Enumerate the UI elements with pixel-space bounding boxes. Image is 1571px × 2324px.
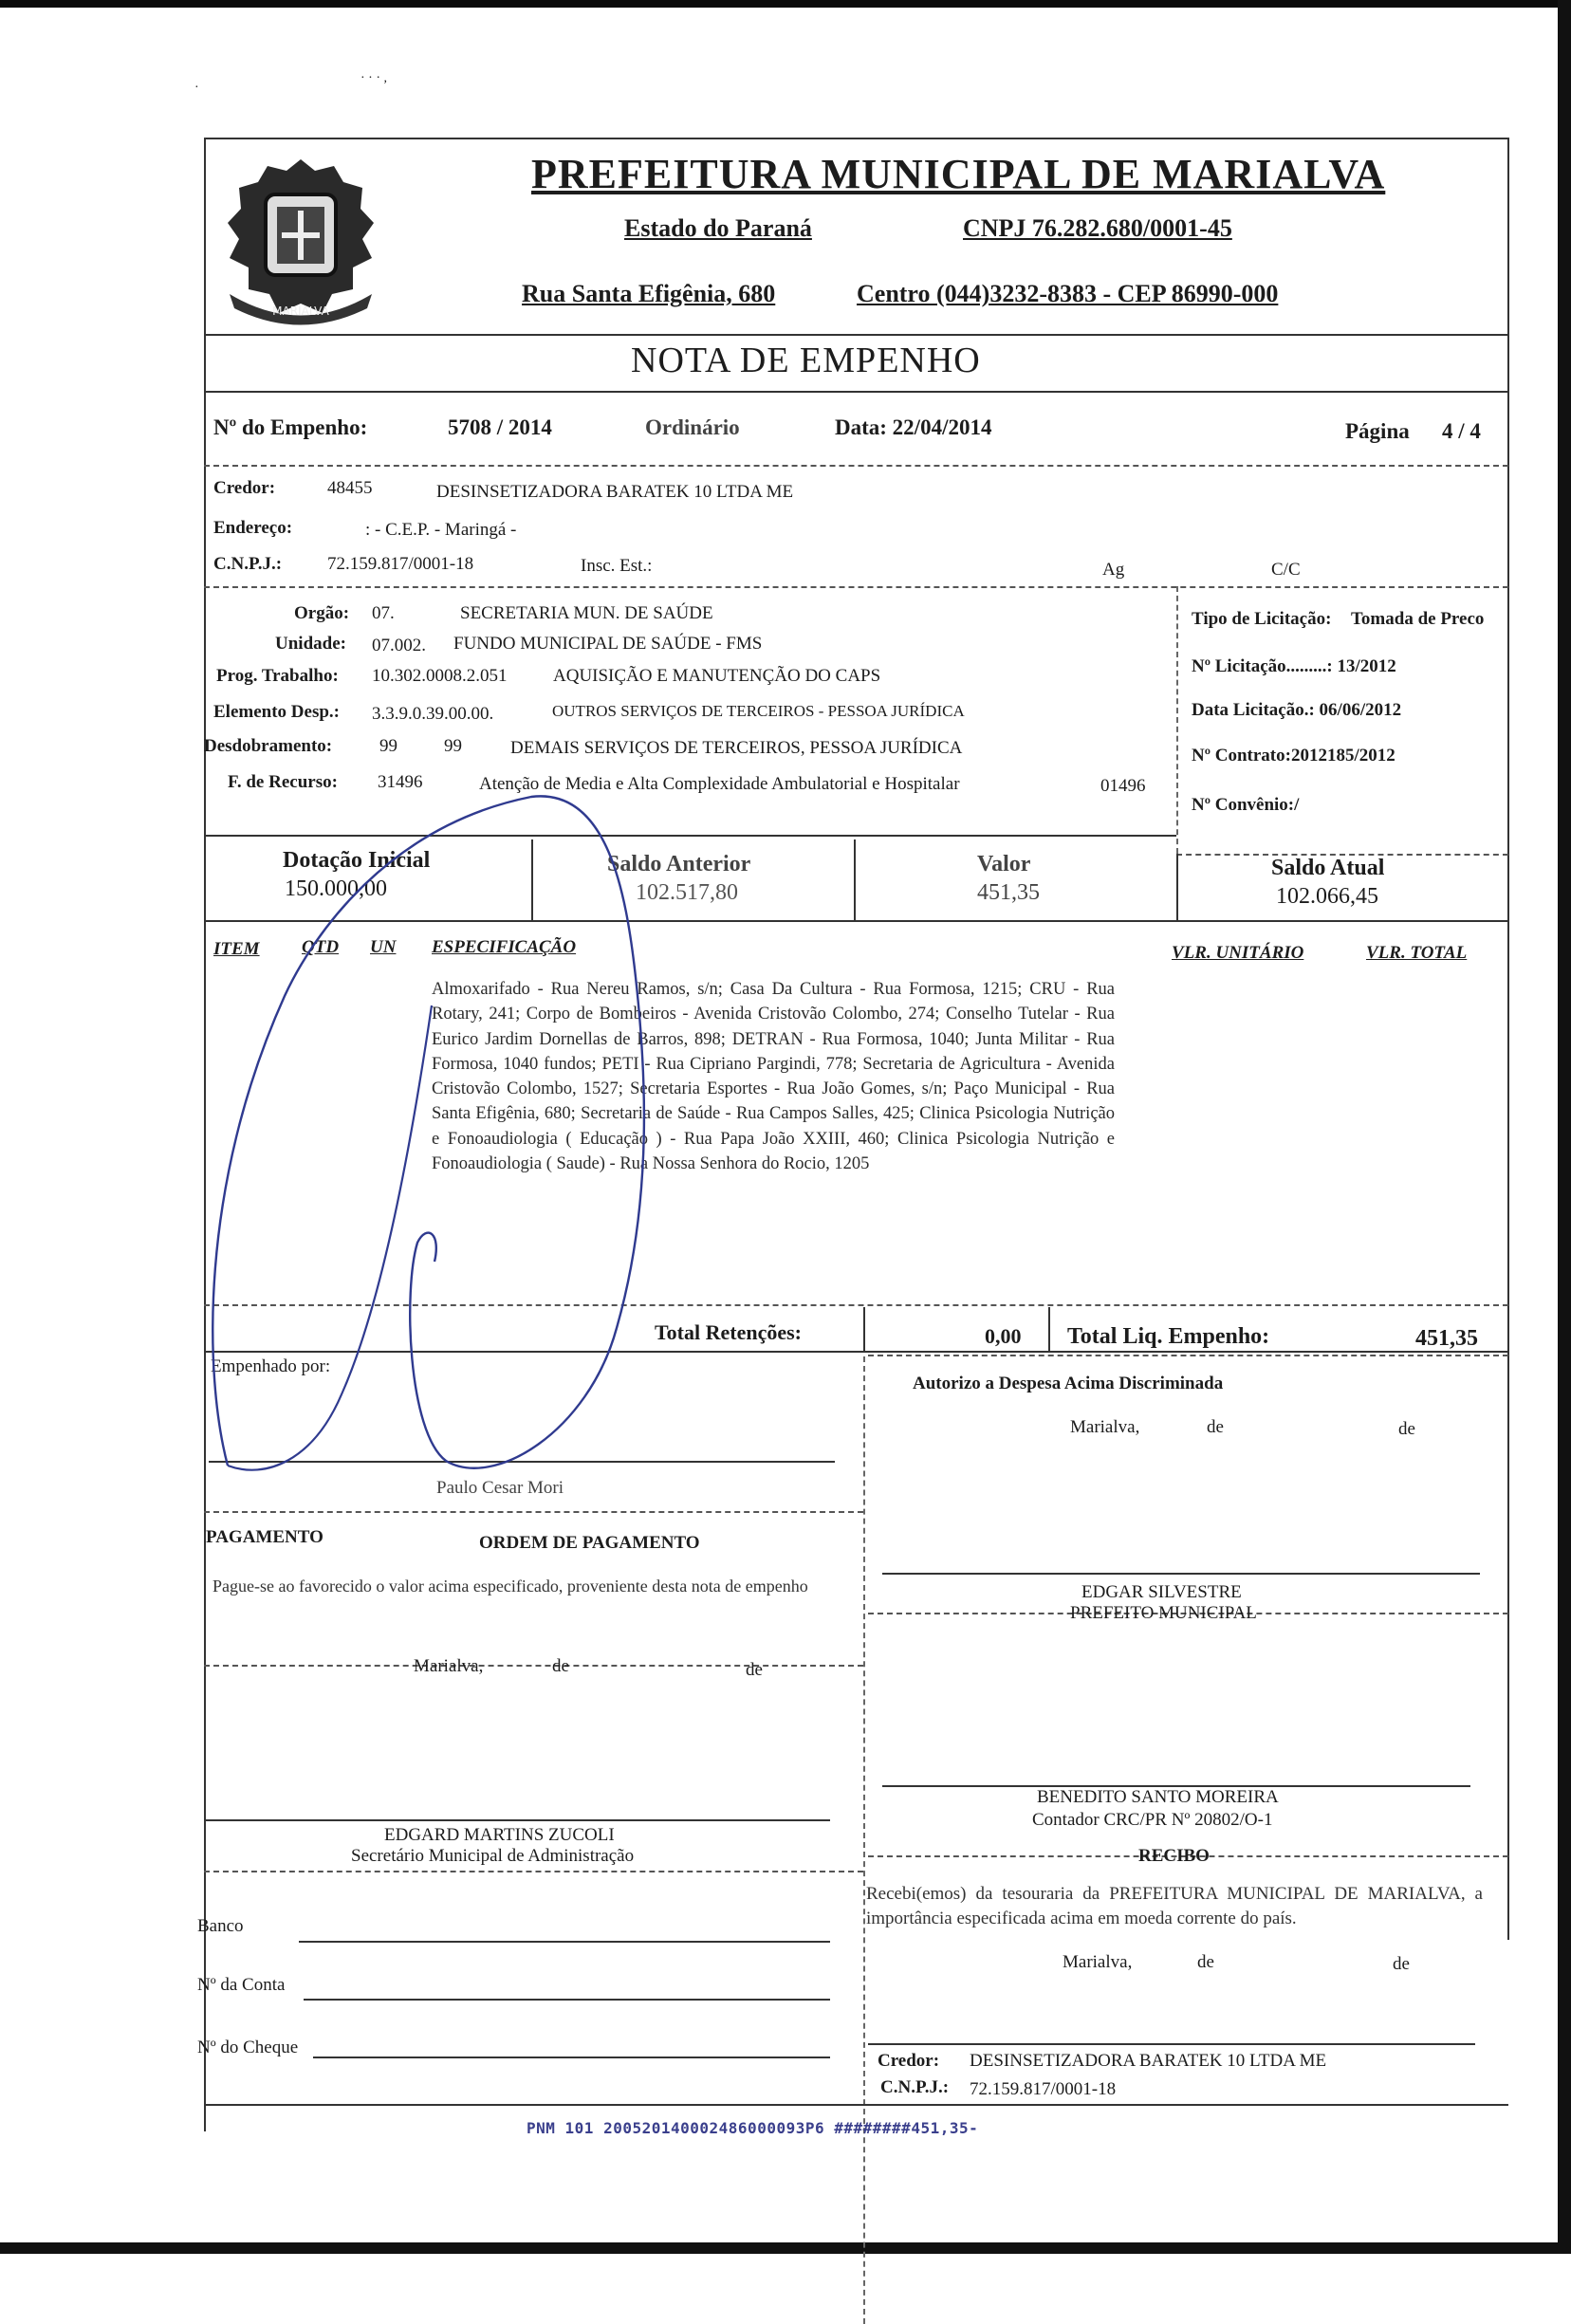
conta-line — [304, 1999, 830, 2001]
elemento-name: OUTROS SERVIÇOS DE TERCEIROS - PESSOA JURÍDICA — [552, 702, 965, 720]
title-bottom-line — [204, 391, 1508, 393]
secretario-sign-line — [204, 1819, 830, 1821]
contrato-numero: Nº Contrato:2012185/2012 — [1192, 746, 1395, 765]
scan-speck: · — [194, 81, 199, 95]
pague-se-text: Pague-se ao favorecido o valor acima especificado, proveniente desta nota de empenho — [213, 1577, 808, 1595]
secretario-nome: EDGARD MARTINS ZUCOLI — [384, 1825, 615, 1845]
frame-top — [204, 138, 1508, 139]
cheque-line — [313, 2057, 830, 2058]
dotacao-label: Dotação Inicial — [283, 848, 431, 873]
licitacao-numero: Nº Licitação.........: 13/2012 — [1192, 656, 1396, 676]
recibo-credor-label: Credor: — [878, 2051, 940, 2071]
pagamento-local: Marialva, — [414, 1656, 484, 1676]
desdobramento-label: Desdobramento: — [204, 736, 333, 756]
credor-name: DESINSETIZADORA BARATEK 10 LTDA ME — [436, 482, 794, 502]
valores-divider-1 — [531, 839, 533, 920]
coat-of-arms — [211, 152, 391, 327]
coat-of-arms-text: MARIALVA — [272, 304, 329, 318]
cc-label: C/C — [1271, 560, 1301, 580]
col-vlr-total: VLR. TOTAL — [1366, 943, 1468, 963]
unidade-code: 07.002. — [372, 636, 426, 655]
scan-edge-bottom — [0, 2242, 1571, 2254]
cnpj-header: CNPJ 76.282.680/0001-45 — [963, 214, 1232, 242]
banco-label: Banco — [197, 1916, 244, 1936]
cheque-label: Nº do Cheque — [197, 2038, 299, 2057]
licitacao-data: Data Licitação.: 06/06/2012 — [1192, 700, 1402, 720]
recibo-cnpj: 72.159.817/0001-18 — [970, 2079, 1117, 2099]
empenhado-bottom-line — [204, 1511, 863, 1513]
contador-nome: BENEDITO SANTO MOREIRA — [1037, 1787, 1279, 1807]
desdobramento-a: 99 — [379, 736, 397, 756]
signature-column-divider — [863, 1356, 865, 2324]
recibo-label: RECIBO — [1138, 1846, 1210, 1866]
autorizo-de-2: de — [1398, 1419, 1415, 1439]
ag-label: Ag — [1102, 560, 1125, 580]
empenho-bottom-line — [204, 465, 1508, 467]
insc-est-label: Insc. Est.: — [581, 556, 653, 576]
empenho-type: Ordinário — [645, 415, 740, 439]
scan-edge-right — [1558, 0, 1571, 2254]
empenhado-por-label: Empenhado por: — [211, 1356, 331, 1376]
banco-line — [299, 1941, 830, 1943]
prefeito-cargo: PREFEITO MUNICIPAL — [1070, 1603, 1257, 1623]
saldo-anterior-label: Saldo Anterior — [607, 852, 751, 876]
contador-cargo: Contador CRC/PR Nº 20802/O-1 — [1032, 1810, 1273, 1830]
empenhado-nome: Paulo Cesar Mori — [436, 1478, 564, 1498]
endereco-label: Endereço: — [213, 518, 293, 538]
credor-sign-line — [868, 2043, 1475, 2045]
orcamento-bottom-line — [204, 835, 1176, 837]
orgao-label: Orgão: — [294, 603, 350, 623]
valor-value: 451,35 — [977, 880, 1040, 905]
page-title: PREFEITURA MUNICIPAL DE MARIALVA — [531, 151, 1386, 197]
autorizo-local: Marialva, — [1070, 1417, 1140, 1437]
orgao-code: 07. — [372, 603, 395, 623]
empenho-date: Data: 22/04/2014 — [835, 415, 992, 439]
desdobramento-name: DEMAIS SERVIÇOS DE TERCEIROS, PESSOA JURÍDICA — [510, 738, 963, 758]
retencoes-label: Total Retenções: — [655, 1320, 802, 1344]
recurso-label: F. de Recurso: — [228, 772, 338, 792]
itens-bottom-line — [204, 1304, 1508, 1306]
ordem-pagamento-label: ORDEM DE PAGAMENTO — [479, 1533, 700, 1553]
state-name: Estado do Paraná — [624, 214, 812, 242]
recibo-credor-nome: DESINSETIZADORA BARATEK 10 LTDA ME — [970, 2051, 1327, 2071]
saldo-atual-value: 102.066,45 — [1276, 884, 1378, 909]
empenho-number-label: Nº do Empenho: — [213, 415, 368, 439]
conta-label: Nº da Conta — [197, 1975, 286, 1995]
prog-code: 10.302.0008.2.051 — [372, 666, 508, 686]
col-item: ITEM — [213, 939, 260, 959]
recibo-local: Marialva, — [1063, 1952, 1133, 1972]
endereco-value: : - C.E.P. - Maringá - — [365, 520, 517, 540]
retencoes-value: 0,00 — [985, 1324, 1022, 1348]
col-especificacao: ESPECIFICAÇÃO — [432, 937, 577, 957]
item-especificacao: Almoxarifado - Rua Nereu Ramos, s/n; Casa Da Cultura - Rua Formosa, 1215; CRU - Rua Rotary, 241; Corpo de Bombeiros - Avenida Cristovão Colombo, 274; Conselho Tutelar - Rua Eurico Jardim Dornellas de Barros, 898; DETRAN - Rua Formosa, 1040; Junta Militar - Rua Formosa, 1040 fundos; PETI - Rua Cipriano Pargindi, 778; Secretaria de Agricultura - Avenida Cristovão Colombo, 1527; Secretaria Esportes - Rua João Gomes, s/n; Paço Municipal - Rua Santa Efigênia, 680; Secretaria de Saúde - Rua Campos Salles, 425; Clinica Psicologia Nutrição e Fonoaudiologia ( Educação ) - Rua Papa João XXIII, 460; Clinica Psicologia Nutrição e Fonoaudiologia ( Saude) - Rua Nossa Senhora do Rocio, 1205 — [432, 980, 1115, 1174]
valores-divider-3 — [1176, 854, 1178, 920]
recibo-cnpj-label: C.N.P.J.: — [880, 2077, 950, 2097]
prefeito-sign-line — [882, 1573, 1480, 1575]
credor-label: Credor: — [213, 478, 276, 498]
prefeito-nome: EDGAR SILVESTRE — [1081, 1582, 1242, 1602]
pagamento-de-1: de — [552, 1656, 569, 1676]
recibo-de-1: de — [1197, 1952, 1214, 1972]
dotacao-value: 150.000,00 — [285, 876, 387, 901]
totais-divider-2 — [1048, 1307, 1050, 1353]
autorizo-de-1: de — [1207, 1417, 1224, 1437]
unidade-name: FUNDO MUNICIPAL DE SAÚDE - FMS — [453, 634, 763, 654]
frame-right — [1507, 138, 1509, 1940]
credor-code: 48455 — [327, 478, 373, 498]
saldo-anterior-value: 102.517,80 — [636, 880, 738, 905]
saldo-atual-label: Saldo Atual — [1271, 856, 1385, 880]
valores-bottom-line — [204, 920, 1508, 922]
credor-cnpj-label: C.N.P.J.: — [213, 554, 283, 574]
scan-speck: · · · , — [360, 71, 387, 85]
page-number: 4 / 4 — [1442, 419, 1481, 443]
tipo-licitacao-value: Tomada de Preco — [1351, 609, 1485, 629]
recibo-texto: Recebi(emos) da tesouraria da PREFEITURA MUNICIPAL DE MARIALVA, a importância especificada acima em moeda corrente do país. — [866, 1884, 1483, 1928]
address: Rua Santa Efigênia, 680 — [522, 280, 776, 307]
valor-label: Valor — [977, 852, 1031, 876]
doc-title: NOTA DE EMPENHO — [631, 341, 981, 380]
prog-name: AQUISIÇÃO E MANUTENÇÃO DO CAPS — [553, 666, 881, 686]
credor-cnpj: 72.159.817/0001-18 — [327, 554, 474, 574]
totais-bottom-line — [204, 1351, 1508, 1353]
liquido-label: Total Liq. Empenho: — [1067, 1324, 1270, 1349]
prog-label: Prog. Trabalho: — [216, 666, 339, 686]
recurso-code2: 01496 — [1100, 776, 1146, 796]
recurso-code: 31496 — [378, 772, 423, 792]
elemento-label: Elemento Desp.: — [213, 702, 340, 722]
barcode-text: PNM 101 200520140002486000093P6 ########451,35- — [527, 2119, 979, 2137]
col-qtd: QTD — [302, 937, 340, 957]
empenho-number: 5708 / 2014 — [448, 415, 552, 439]
orgao-name: SECRETARIA MUN. DE SAÚDE — [460, 603, 713, 623]
col-un: UN — [370, 937, 397, 957]
pagamento-text-line — [204, 1665, 863, 1667]
convenio-numero: Nº Convênio:/ — [1192, 795, 1300, 815]
valores-divider-2 — [854, 839, 856, 920]
credor-bottom-line — [204, 586, 1508, 588]
frame-bottom — [204, 2104, 1508, 2106]
elemento-code: 3.3.9.0.39.00.00. — [372, 704, 494, 724]
empenhado-sign-line — [209, 1461, 835, 1463]
recibo-de-2: de — [1393, 1954, 1410, 1974]
autorizo-top-line — [868, 1355, 1508, 1356]
autorizo-label: Autorizo a Despesa Acima Discriminada — [913, 1374, 1224, 1393]
page-label: Página — [1345, 419, 1410, 443]
desdobramento-b: 99 — [444, 736, 462, 756]
secretario-cargo: Secretário Municipal de Administração — [351, 1846, 635, 1866]
pagamento-label: PAGAMENTO — [206, 1527, 323, 1547]
district-phone: Centro (044)3232-8383 - CEP 86990-000 — [857, 280, 1279, 307]
pagamento-de-2: de — [746, 1660, 763, 1680]
col-vlr-unitario: VLR. UNITÁRIO — [1172, 943, 1304, 963]
liquido-value: 451,35 — [1415, 1326, 1478, 1351]
tipo-licitacao-label: Tipo de Licitação: — [1192, 609, 1332, 629]
recurso-name: Atenção de Media e Alta Complexidade Ambulatorial e Hospitalar — [479, 774, 960, 794]
header-bottom-line — [204, 334, 1508, 336]
licitacao-divider — [1176, 586, 1178, 854]
totais-divider-1 — [863, 1307, 865, 1353]
scan-edge-top — [0, 0, 1571, 8]
pagamento-bottom-line — [204, 1871, 863, 1872]
unidade-label: Unidade: — [275, 634, 346, 654]
frame-left — [204, 138, 206, 2131]
